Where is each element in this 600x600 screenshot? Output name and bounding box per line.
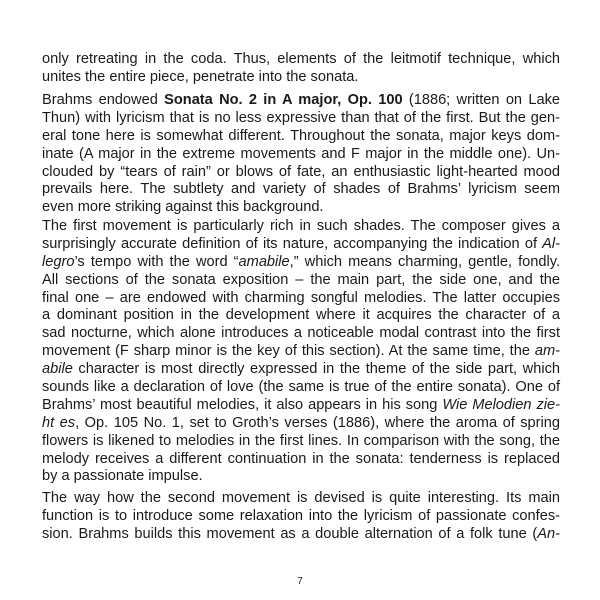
text-run: (1886; written on Lake [402, 92, 560, 108]
text-line: eral tone here is somewhat different. Throughout the sonata, major keys dom- [42, 127, 560, 144]
song-title: ht es [42, 414, 76, 431]
text-run: sion. Brahms builds this movement as a double alternation of a folk tune ( [42, 525, 538, 542]
text-run: , Op. 105 No. 1, set to Groth’s verses (1886), where the aroma of spring [75, 414, 561, 431]
text-line: sounds like a declaration of love (the same is true of the entire sonata). One of [42, 379, 560, 396]
text-line: melody receives a different continuation in the sonata: tenderness is replaced [42, 450, 560, 467]
text-line [42, 361, 560, 379]
page-number: 7 [297, 576, 303, 587]
text-run: character is most directly expressed in the theme of the side part, which [72, 361, 560, 378]
paragraph-2 [42, 92, 560, 217]
text-line [42, 236, 560, 254]
text-run: surprisingly accurate definition of its nature, accompanying the indication of [42, 235, 543, 252]
text-line: a dominant position in the development where it acquires the character of a [42, 307, 560, 324]
text-run: ’s tempo with the word “ [74, 253, 239, 270]
text-line: unites the entire piece, penetrate into the sonata. [42, 68, 359, 85]
text-line: Thun) with lyricism that is no less expressive than that of the first. But the gen- [42, 109, 560, 126]
text-line: by a passionate impulse. [42, 468, 203, 485]
song-title: Wie Melodien zie- [442, 396, 560, 413]
text-line: sad nocturne, which alone introduces a noticeable modal contrast into the first [42, 325, 560, 342]
text-line [42, 526, 560, 544]
text-line [42, 415, 560, 433]
text-line [42, 254, 560, 272]
text-line [42, 343, 560, 361]
text-line: prevails here. The subtlety and variety of shades of Brahms’ lyricism seem [42, 181, 560, 198]
text-line: inate (A major in the extreme movements and F major in the middle one). Un- [42, 145, 560, 162]
italic-term: abile [42, 361, 73, 378]
text-line: function is to introduce some relaxation into the lyricism of passionate confes- [42, 507, 560, 524]
text-run: Brahms endowed [42, 92, 165, 108]
paragraph-3 [42, 218, 560, 486]
text-line: flowers is likened to melodies in the first lines. In comparison with the song, the [42, 432, 560, 449]
text-line: even more striking against this background. [42, 199, 324, 216]
paragraph-4 [42, 490, 560, 544]
text-line: All sections of the sonata exposition – the main part, the side one, and the [42, 271, 560, 288]
italic-term: amabile [238, 253, 290, 270]
text-run: Brahms’ most beautiful melodies, it also appears in his song [42, 396, 443, 413]
italic-term: Al- [542, 235, 560, 252]
text-line [42, 92, 560, 110]
text-run: movement (F sharp minor is the key of this section). At the same time, the [42, 343, 535, 360]
text-run: ,” which means charming, gentle, fondly. [289, 253, 561, 270]
text-line: The way how the second movement is devised is quite interesting. Its main [42, 490, 560, 506]
work-title: Sonata No. 2 in A major, Op. 100 [164, 92, 403, 108]
text-line: only retreating in the coda. Thus, elements of the leitmotif technique, which [42, 51, 560, 67]
paragraph-1 [42, 51, 560, 87]
italic-term: am- [534, 343, 560, 360]
text-line: clouded by “tears of rain” or blows of fate, an enthusiastic light-hearted mood [42, 163, 560, 180]
text-line: final one – are endowed with charming songful melodies. The latter occupies [42, 289, 560, 306]
text-line [42, 397, 560, 415]
italic-term: legro [42, 253, 75, 270]
text-line: The first movement is particularly rich in such shades. The composer gives a [42, 218, 560, 234]
italic-term: An- [537, 525, 560, 542]
